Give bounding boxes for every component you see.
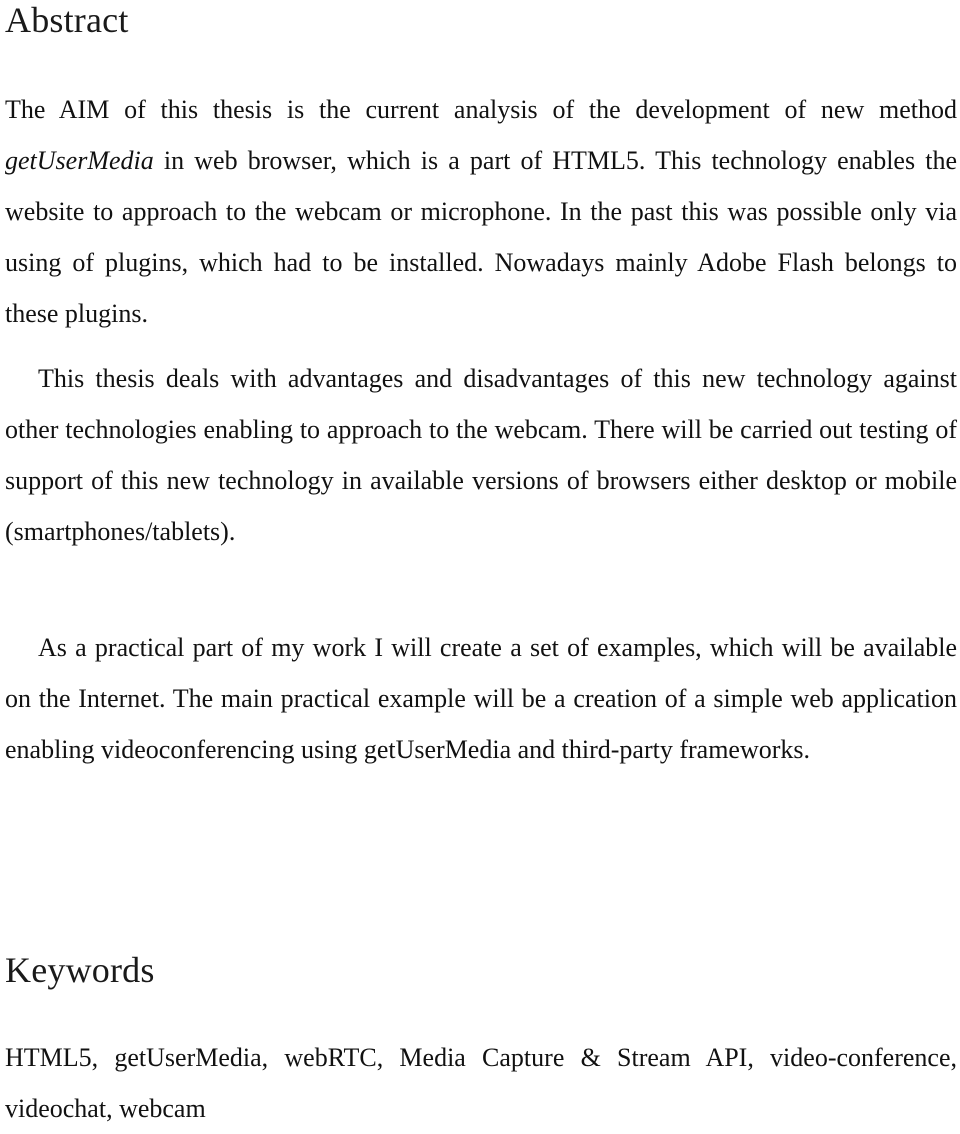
abstract-p1-text-end: in web browser, which is a part of HTML5. This technology enables the website to approach to the webcam or microphone. In the past this was possible only via using of plugins, which had to be installed. Nowadays mainly Adobe Flash belongs to these plugins. — [5, 146, 957, 328]
abstract-paragraph-1 — [5, 84, 957, 339]
abstract-paragraph-3: As a practical part of my work I will create a set of examples, which will be available on the Internet. The main practical example will be a creation of a simple web application enabling videoconferencing using getUserMedia and third-party frameworks. — [5, 633, 957, 764]
keywords-list: HTML5, getUserMedia, webRTC, Media Capture & Stream API, video-conference, videochat, webcam — [5, 1043, 957, 1123]
keywords-heading: Keywords — [5, 950, 155, 990]
abstract-heading: Abstract — [5, 0, 129, 40]
getusermedia-term: getUserMedia — [5, 146, 154, 175]
abstract-paragraph-2: This thesis deals with advantages and disadvantages of this new technology against other technologies enabling to approach to the webcam. There will be carried out testing of support of this new technology in available versions of browsers either desktop or mobile (smartphones/tablets). — [5, 364, 957, 546]
abstract-p1-text-start: The AIM of this thesis is the current analysis of the development of new method — [5, 95, 957, 124]
